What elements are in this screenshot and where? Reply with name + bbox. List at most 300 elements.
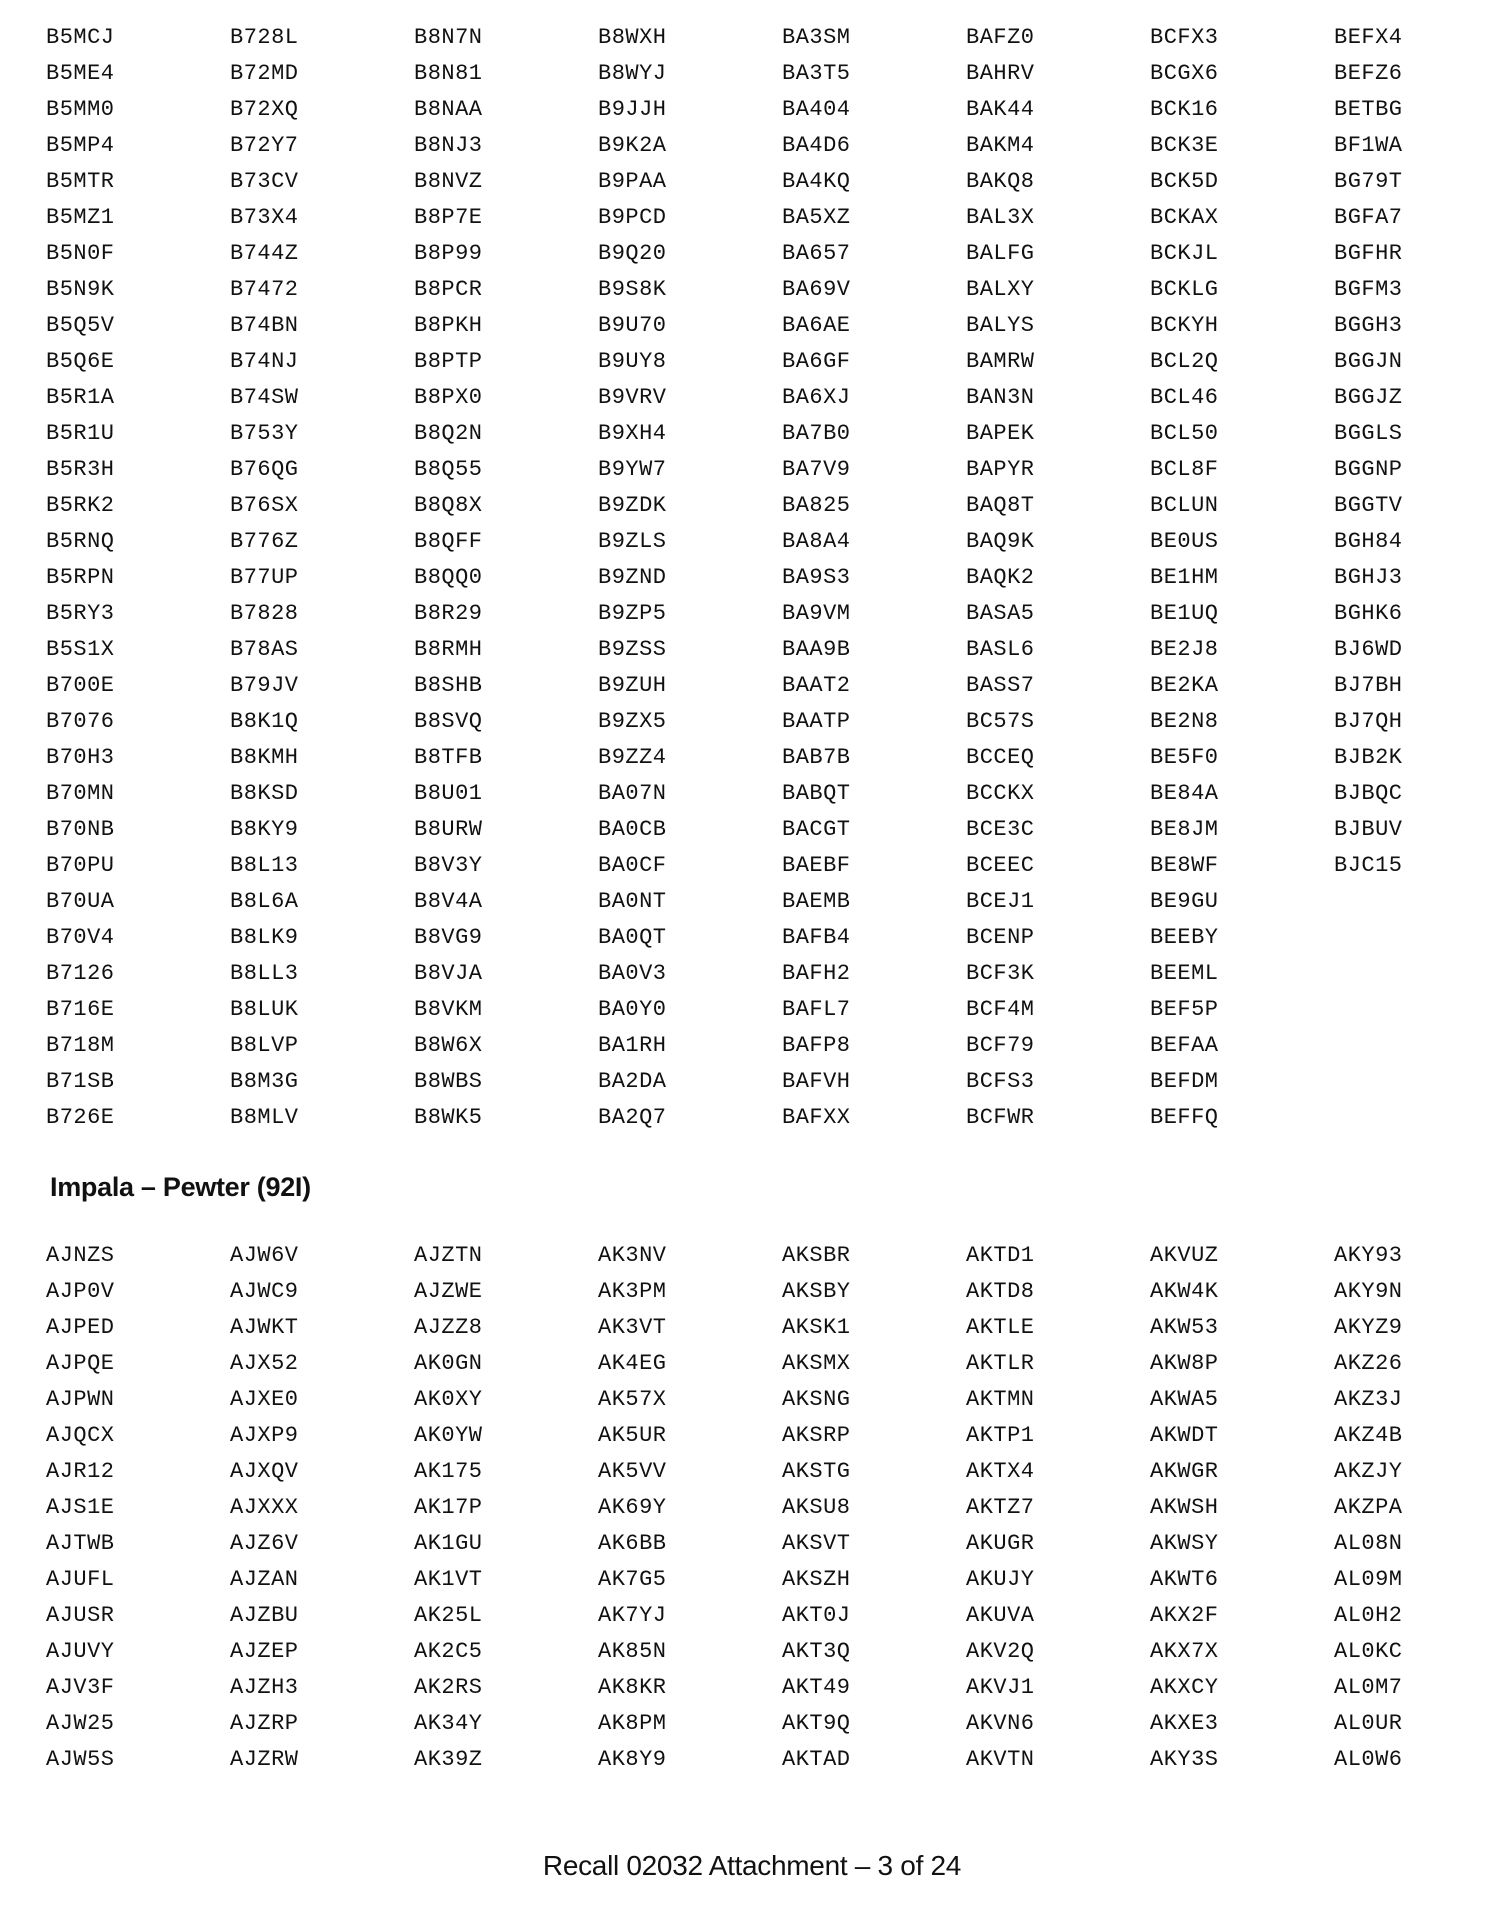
code-cell: BAA9B [782,637,851,662]
code-cell: BA0CF [598,853,667,878]
code-cell: BE1HM [1150,565,1219,590]
code-cell: B8N81 [414,61,483,86]
table-column [414,20,598,1136]
code-cell: AK175 [414,1459,483,1484]
code-cell: AKTAD [782,1747,851,1772]
code-cell: BE2J8 [1150,637,1219,662]
code-cell: AJZZ8 [414,1315,483,1340]
code-cell: B9JJH [598,97,667,122]
code-cell: BJ7QH [1334,709,1403,734]
code-cell: BE5F0 [1150,745,1219,770]
code-cell: BEFAA [1150,1033,1219,1058]
code-cell: AJX52 [230,1351,299,1376]
code-cell: BCK16 [1150,97,1219,122]
code-cell: AKVUZ [1150,1243,1219,1268]
code-cell: B9ZUH [598,673,667,698]
code-cell: B72Y7 [230,133,299,158]
code-cell: BAB7B [782,745,851,770]
code-cell: AL0UR [1334,1711,1403,1736]
code-cell: BEEBY [1150,925,1219,950]
code-cell: B8V3Y [414,853,483,878]
code-cell: B7126 [46,961,115,986]
code-cell: BE0US [1150,529,1219,554]
code-cell: AJZBU [230,1603,299,1628]
code-cell: BAEBF [782,853,851,878]
code-cell: B9ZLS [598,529,667,554]
code-cell: AKT3Q [782,1639,851,1664]
table-column [966,1238,1150,1778]
code-cell: BA5XZ [782,205,851,230]
code-cell: BASL6 [966,637,1035,662]
code-cell: BA8A4 [782,529,851,554]
code-cell: B5R1U [46,421,115,446]
code-cell: AKXE3 [1150,1711,1219,1736]
code-cell: B8KSD [230,781,299,806]
code-cell: B9U70 [598,313,667,338]
code-cell: BCKJL [1150,241,1219,266]
table-column [1150,1238,1334,1778]
code-cell: AJWC9 [230,1279,299,1304]
code-cell: AJZTN [414,1243,483,1268]
code-cell: BA6XJ [782,385,851,410]
code-cell: B8L13 [230,853,299,878]
code-cell: B700E [46,673,115,698]
code-cell: AKSBY [782,1279,851,1304]
code-cell: B5R1A [46,385,115,410]
code-cell: B78AS [230,637,299,662]
code-cell: B9Q20 [598,241,667,266]
vin-code-table-impala-pewter [46,1238,1504,1778]
code-cell: AKTLR [966,1351,1035,1376]
code-cell: AL0M7 [1334,1675,1403,1700]
code-cell: B8Q2N [414,421,483,446]
code-cell: B8QFF [414,529,483,554]
code-cell: BA6AE [782,313,851,338]
code-cell: BA0V3 [598,961,667,986]
code-cell: BCEEC [966,853,1035,878]
code-cell: AJP0V [46,1279,115,1304]
code-cell: B9PAA [598,169,667,194]
code-cell: BAFVH [782,1069,851,1094]
code-cell: BAHRV [966,61,1035,86]
code-cell: AK34Y [414,1711,483,1736]
code-cell: B70PU [46,853,115,878]
code-cell: AJZRW [230,1747,299,1772]
code-cell: BCK3E [1150,133,1219,158]
code-cell: AKTD1 [966,1243,1035,1268]
code-cell: AJWKT [230,1315,299,1340]
code-cell: B8VG9 [414,925,483,950]
code-cell: BE2KA [1150,673,1219,698]
code-cell: B8M3G [230,1069,299,1094]
code-cell: BA3SM [782,25,851,50]
code-cell: B8KY9 [230,817,299,842]
code-cell: AK0YW [414,1423,483,1448]
code-cell: AKUGR [966,1531,1035,1556]
code-cell: B74NJ [230,349,299,374]
code-cell: B5MCJ [46,25,115,50]
code-cell: B76QG [230,457,299,482]
code-cell: BE8JM [1150,817,1219,842]
code-cell: B5RNQ [46,529,115,554]
code-cell: BAQ8T [966,493,1035,518]
code-cell: B9ZP5 [598,601,667,626]
code-cell: BAFXX [782,1105,851,1130]
code-cell: AK2C5 [414,1639,483,1664]
code-cell: AKT0J [782,1603,851,1628]
code-cell: AKSU8 [782,1495,851,1520]
table-column [46,1238,230,1778]
code-cell: BE1UQ [1150,601,1219,626]
code-cell: BA404 [782,97,851,122]
table-column [598,1238,782,1778]
code-cell: B5S1X [46,637,115,662]
code-cell: B8SHB [414,673,483,698]
code-cell: BCFS3 [966,1069,1035,1094]
code-cell: BC57S [966,709,1035,734]
code-cell: BALYS [966,313,1035,338]
code-cell: BJBQC [1334,781,1403,806]
code-cell: B71SB [46,1069,115,1094]
code-cell: B5MTR [46,169,115,194]
code-cell: BCL50 [1150,421,1219,446]
code-cell: AK69Y [598,1495,667,1520]
table-column [966,20,1150,1136]
code-cell: AKWDT [1150,1423,1219,1448]
code-cell: B5RK2 [46,493,115,518]
code-cell: BCE3C [966,817,1035,842]
code-cell: AKTX4 [966,1459,1035,1484]
code-cell: BF1WA [1334,133,1403,158]
code-cell: BGHK6 [1334,601,1403,626]
code-cell: B9K2A [598,133,667,158]
code-cell: BAKM4 [966,133,1035,158]
table-column [230,1238,414,1778]
code-cell: AKV2Q [966,1639,1035,1664]
code-cell: BCF79 [966,1033,1035,1058]
code-cell: B726E [46,1105,115,1130]
code-cell: AL09M [1334,1567,1403,1592]
code-cell: AJR12 [46,1459,115,1484]
code-cell: BA4D6 [782,133,851,158]
code-cell: BAFZ0 [966,25,1035,50]
code-cell: B8RMH [414,637,483,662]
code-cell: AJXE0 [230,1387,299,1412]
code-cell: AL0H2 [1334,1603,1403,1628]
code-cell: BA7V9 [782,457,851,482]
code-cell: B8MLV [230,1105,299,1130]
code-cell: AKTP1 [966,1423,1035,1448]
code-cell: AKX2F [1150,1603,1219,1628]
table-column [782,20,966,1136]
code-cell: AK5UR [598,1423,667,1448]
code-cell: AKUVA [966,1603,1035,1628]
code-cell: AKTMN [966,1387,1035,1412]
code-cell: AKSZH [782,1567,851,1592]
code-cell: BGGLS [1334,421,1403,446]
code-cell: BA6GF [782,349,851,374]
code-cell: B8LVP [230,1033,299,1058]
section-heading: Impala – Pewter (92I) [50,1172,311,1202]
code-cell: AKTLE [966,1315,1035,1340]
code-cell: BE2N8 [1150,709,1219,734]
code-cell: B5N9K [46,277,115,302]
code-cell: AK0GN [414,1351,483,1376]
code-cell: AKY93 [1334,1243,1403,1268]
code-cell: B744Z [230,241,299,266]
code-cell: BAQK2 [966,565,1035,590]
code-cell: BEF5P [1150,997,1219,1022]
code-cell: BETBG [1334,97,1403,122]
code-cell: AKSRP [782,1423,851,1448]
code-cell: BA0CB [598,817,667,842]
code-cell: BGH84 [1334,529,1403,554]
code-cell: AKW53 [1150,1315,1219,1340]
code-cell: BAL3X [966,205,1035,230]
code-cell: B8PTP [414,349,483,374]
code-cell: BGHJ3 [1334,565,1403,590]
code-cell: BALFG [966,241,1035,266]
table-column [1150,20,1334,1136]
code-cell: AJW6V [230,1243,299,1268]
code-cell: AJUFL [46,1567,115,1592]
code-cell: BAMRW [966,349,1035,374]
code-cell: BCENP [966,925,1035,950]
code-cell: B5Q6E [46,349,115,374]
code-cell: AJUSR [46,1603,115,1628]
code-cell: BA2DA [598,1069,667,1094]
code-cell: B728L [230,25,299,50]
code-cell: B70H3 [46,745,115,770]
code-cell: AJPED [46,1315,115,1340]
code-cell: BEFZ6 [1334,61,1403,86]
code-cell: AJZEP [230,1639,299,1664]
code-cell: BE9GU [1150,889,1219,914]
code-cell: AK7G5 [598,1567,667,1592]
code-cell: AJW5S [46,1747,115,1772]
code-cell: AJS1E [46,1495,115,1520]
code-cell: BAKQ8 [966,169,1035,194]
code-cell: AK17P [414,1495,483,1520]
table-column [1334,20,1504,1136]
code-cell: AL08N [1334,1531,1403,1556]
code-cell: BEFDM [1150,1069,1219,1094]
code-cell: B8Q55 [414,457,483,482]
code-cell: BA07N [598,781,667,806]
code-cell: AKSNG [782,1387,851,1412]
code-cell: AL0W6 [1334,1747,1403,1772]
code-cell: B8WK5 [414,1105,483,1130]
code-cell: B72XQ [230,97,299,122]
vin-code-table-top [46,20,1504,1136]
code-cell: BCL2Q [1150,349,1219,374]
code-cell: BCF3K [966,961,1035,986]
code-cell: AK1GU [414,1531,483,1556]
code-cell: B70MN [46,781,115,806]
code-cell: BAEMB [782,889,851,914]
code-cell: B8VKM [414,997,483,1022]
code-cell: BCKAX [1150,205,1219,230]
code-cell: BA1RH [598,1033,667,1058]
code-cell: AKSK1 [782,1315,851,1340]
code-cell: B8PX0 [414,385,483,410]
code-cell: AJXQV [230,1459,299,1484]
code-cell: BA9VM [782,601,851,626]
code-cell: BCCEQ [966,745,1035,770]
code-cell: B8L6A [230,889,299,914]
code-cell: BGFHR [1334,241,1403,266]
code-cell: BAFB4 [782,925,851,950]
code-cell: BAK44 [966,97,1035,122]
code-cell: AK85N [598,1639,667,1664]
code-cell: BASS7 [966,673,1035,698]
code-cell: B8LL3 [230,961,299,986]
code-cell: B5N0F [46,241,115,266]
code-cell: BCGX6 [1150,61,1219,86]
code-cell: AJPWN [46,1387,115,1412]
code-cell: AJZWE [414,1279,483,1304]
code-cell: B718M [46,1033,115,1058]
code-cell: B8U01 [414,781,483,806]
code-cell: AKT9Q [782,1711,851,1736]
table-column [230,20,414,1136]
code-cell: AKTD8 [966,1279,1035,1304]
code-cell: BGGJZ [1334,385,1403,410]
code-cell: B8K1Q [230,709,299,734]
code-cell: AKYZ9 [1334,1315,1403,1340]
code-cell: B8P7E [414,205,483,230]
code-cell: AKSTG [782,1459,851,1484]
code-cell: AKTZ7 [966,1495,1035,1520]
code-cell: AKT49 [782,1675,851,1700]
code-cell: AJZH3 [230,1675,299,1700]
code-cell: AKVTN [966,1747,1035,1772]
code-cell: BEEML [1150,961,1219,986]
code-cell: B73CV [230,169,299,194]
code-cell: B9ZND [598,565,667,590]
code-cell: B8R29 [414,601,483,626]
code-cell: AKVJ1 [966,1675,1035,1700]
code-cell: B8SVQ [414,709,483,734]
code-cell: B9ZSS [598,637,667,662]
code-cell: AJZ6V [230,1531,299,1556]
code-cell: B5MP4 [46,133,115,158]
code-cell: AKWSH [1150,1495,1219,1520]
code-cell: AJUVY [46,1639,115,1664]
code-cell: BAFL7 [782,997,851,1022]
code-cell: B9VRV [598,385,667,410]
code-cell: BJBUV [1334,817,1403,842]
code-cell: B77UP [230,565,299,590]
code-cell: BGFM3 [1334,277,1403,302]
code-cell: B9PCD [598,205,667,230]
code-cell: BCCKX [966,781,1035,806]
code-cell: BA69V [782,277,851,302]
code-cell: AK1VT [414,1567,483,1592]
code-cell: BCFX3 [1150,25,1219,50]
code-cell: AK6BB [598,1531,667,1556]
code-cell: BA0QT [598,925,667,950]
code-cell: AK7YJ [598,1603,667,1628]
table-column [414,1238,598,1778]
code-cell: BGGH3 [1334,313,1403,338]
code-cell: BE8WF [1150,853,1219,878]
code-cell: BEFX4 [1334,25,1403,50]
code-cell: AK57X [598,1387,667,1412]
code-cell: B8QQ0 [414,565,483,590]
code-cell: B7472 [230,277,299,302]
code-cell: BCL8F [1150,457,1219,482]
code-cell: AKUJY [966,1567,1035,1592]
code-cell: BA657 [782,241,851,266]
code-cell: AK8KR [598,1675,667,1700]
code-cell: B9UY8 [598,349,667,374]
code-cell: B753Y [230,421,299,446]
code-cell: B8URW [414,817,483,842]
code-cell: BJ6WD [1334,637,1403,662]
code-cell: B9YW7 [598,457,667,482]
code-cell: B8NJ3 [414,133,483,158]
code-cell: AKZJY [1334,1459,1403,1484]
code-cell: AKWT6 [1150,1567,1219,1592]
code-cell: BA3T5 [782,61,851,86]
code-cell: AJV3F [46,1675,115,1700]
code-cell: B8P99 [414,241,483,266]
table-column [1334,1238,1504,1778]
code-cell: B73X4 [230,205,299,230]
code-cell: B9ZZ4 [598,745,667,770]
code-cell: BEFFQ [1150,1105,1219,1130]
code-cell: B70V4 [46,925,115,950]
code-cell: BCKYH [1150,313,1219,338]
code-cell: BCLUN [1150,493,1219,518]
code-cell: AK8PM [598,1711,667,1736]
code-cell: BAN3N [966,385,1035,410]
code-cell: B8WBS [414,1069,483,1094]
code-cell: BJ7BH [1334,673,1403,698]
code-cell: AK4EG [598,1351,667,1376]
code-cell: BCFWR [966,1105,1035,1130]
code-cell: BCF4M [966,997,1035,1022]
code-cell: BAFP8 [782,1033,851,1058]
code-cell: BA2Q7 [598,1105,667,1130]
code-cell: B5RPN [46,565,115,590]
code-cell: BA0Y0 [598,997,667,1022]
code-cell: AK5VV [598,1459,667,1484]
code-cell: B8KMH [230,745,299,770]
code-cell: B5RY3 [46,601,115,626]
code-cell: BABQT [782,781,851,806]
code-cell: AK8Y9 [598,1747,667,1772]
code-cell: B8VJA [414,961,483,986]
code-cell: B72MD [230,61,299,86]
code-cell: BA7B0 [782,421,851,446]
code-cell: B76SX [230,493,299,518]
code-cell: B70UA [46,889,115,914]
code-cell: AKWA5 [1150,1387,1219,1412]
code-cell: B79JV [230,673,299,698]
code-cell: BAFH2 [782,961,851,986]
code-cell: B8V4A [414,889,483,914]
code-cell: B8TFB [414,745,483,770]
code-cell: AKZ26 [1334,1351,1403,1376]
code-cell: AKSMX [782,1351,851,1376]
code-cell: AKZPA [1334,1495,1403,1520]
code-cell: AL0KC [1334,1639,1403,1664]
code-cell: AKY9N [1334,1279,1403,1304]
code-cell: B5Q5V [46,313,115,338]
code-cell: B716E [46,997,115,1022]
